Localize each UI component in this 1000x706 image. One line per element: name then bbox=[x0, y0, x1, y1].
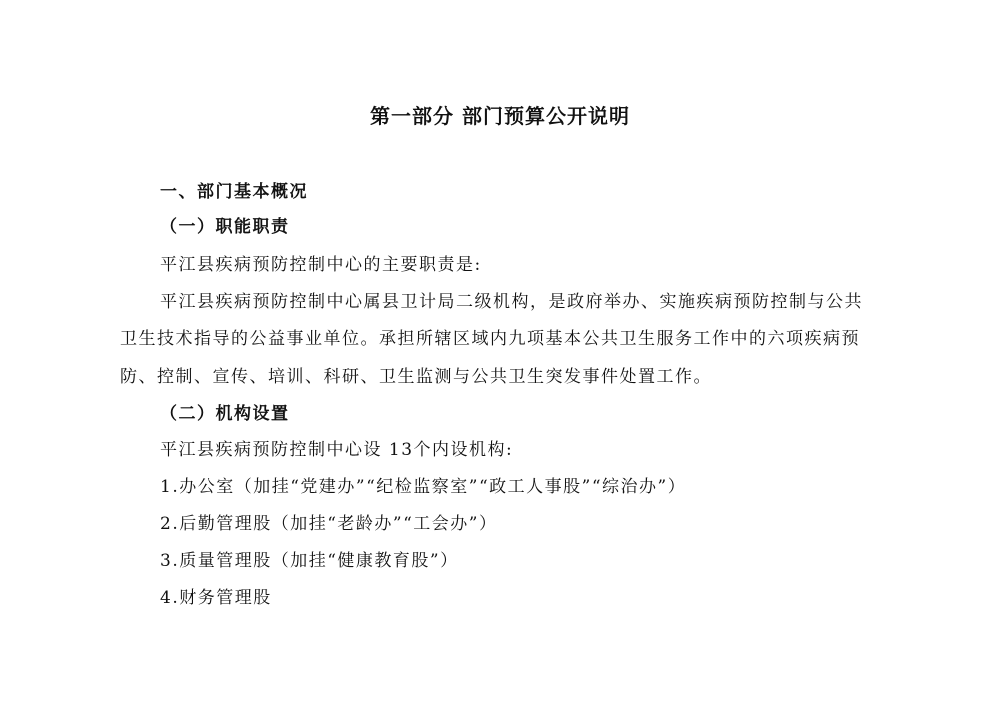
organization-intro: 平江县疾病预防控制中心设 13个内设机构: bbox=[160, 440, 514, 460]
list-item: 4.财务管理股 bbox=[160, 588, 272, 608]
list-item: 1.办公室（加挂“党建办”“纪检监察室”“政工人事股”“综治办”） bbox=[160, 477, 687, 497]
duties-paragraph-line: 防、控制、宣传、培训、科研、卫生监测与公共卫生突发事件处置工作。 bbox=[120, 367, 712, 387]
page-title: 第一部分 部门预算公开说明 bbox=[370, 104, 630, 128]
duties-intro: 平江县疾病预防控制中心的主要职责是: bbox=[160, 255, 482, 275]
duties-paragraph-line: 平江县疾病预防控制中心属县卫计局二级机构，是政府举办、实施疾病预防控制与公共 bbox=[160, 292, 863, 312]
section-heading: 一、部门基本概况 bbox=[160, 182, 308, 202]
subsection-heading-organization: （二）机构设置 bbox=[160, 404, 290, 424]
duties-paragraph-line: 卫生技术指导的公益事业单位。承担所辖区域内九项基本公共卫生服务工作中的六项疾病预 bbox=[120, 329, 860, 349]
subsection-heading-duties: （一）职能职责 bbox=[160, 217, 290, 237]
list-item: 3.质量管理股（加挂“健康教育股”） bbox=[160, 551, 459, 571]
list-item: 2.后勤管理股（加挂“老龄办”“工会办”） bbox=[160, 514, 498, 534]
